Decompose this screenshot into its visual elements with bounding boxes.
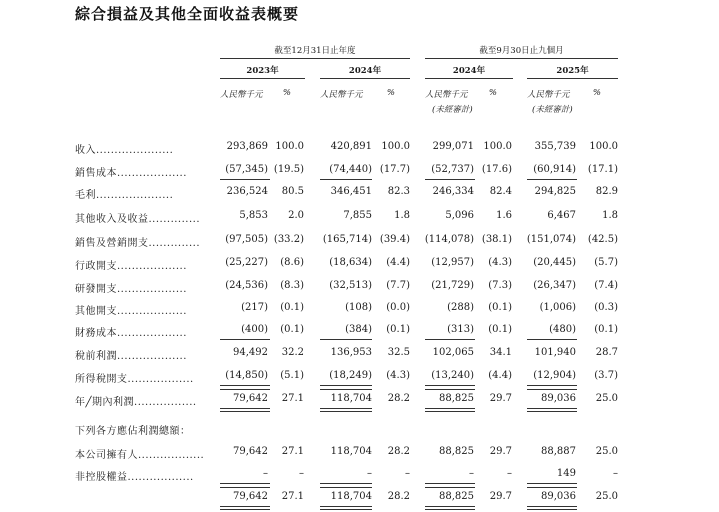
subtotal-rule	[220, 179, 270, 180]
cell-2024-9m-pct: (4.3)	[488, 257, 512, 268]
total-double-rule	[425, 411, 475, 412]
total-double-rule	[220, 509, 270, 510]
cell-2025-9m-amount: (151,074)	[526, 234, 576, 245]
cell-2023-pct: 80.5	[281, 186, 304, 197]
cell-2024-pct: 100.0	[381, 141, 410, 152]
cell-2025-9m-pct: (3.7)	[594, 370, 618, 381]
cell-2023-pct: 100.0	[275, 141, 304, 152]
cell-2024-9m-amount: (13,240)	[431, 370, 474, 381]
cell-2023-amount: 79,642	[233, 446, 268, 457]
row-label: 非控股權益..................	[75, 472, 194, 483]
row-label: 毛利.....................	[75, 190, 174, 201]
subtotal-rule	[527, 339, 577, 340]
row-label: 研發開支...................	[75, 284, 187, 295]
total-double-rule	[527, 506, 577, 507]
cell-2024-amount: (32,513)	[329, 280, 372, 291]
header-pct: %	[488, 88, 497, 98]
cell-2025-9m-pct: (5.7)	[594, 257, 618, 268]
cell-2025-9m-amount: (20,445)	[533, 257, 576, 268]
row-label: 銷售及營銷開支..............	[75, 238, 201, 249]
header-year: 2023年	[246, 66, 279, 76]
header-unit: 人民幣千元	[220, 90, 263, 100]
subtotal-rule	[527, 483, 577, 484]
cell-2024-amount: (18,634)	[329, 257, 372, 268]
cell-2024-9m-pct: 82.4	[489, 186, 512, 197]
subtotal-rule	[425, 389, 475, 390]
cell-2025-9m-amount: (12,904)	[533, 370, 576, 381]
cell-2025-9m-pct: –	[613, 468, 618, 479]
total-double-rule	[425, 509, 475, 510]
cell-2024-amount: (18,249)	[329, 370, 372, 381]
cell-2025-9m-pct: (42.5)	[587, 234, 618, 245]
cell-2024-9m-amount: (52,737)	[431, 164, 474, 175]
row-label: 收入.....................	[75, 145, 174, 156]
cell-2024-pct: (4.4)	[386, 257, 410, 268]
cell-2024-pct: –	[405, 468, 410, 479]
cell-2024-9m-pct: –	[507, 468, 512, 479]
subtotal-rule	[220, 389, 270, 390]
cell-2023-pct: –	[299, 468, 304, 479]
cell-2024-9m-pct: (38.1)	[481, 234, 512, 245]
cell-2024-9m-amount: (288)	[447, 302, 474, 313]
total-double-rule	[220, 506, 270, 507]
header-year: 2024年	[348, 66, 382, 76]
cell-2023-pct: 27.1	[281, 491, 304, 502]
cell-2024-pct: 1.8	[394, 210, 410, 221]
header-unaudited: (未經審計)	[532, 105, 573, 115]
cell-2023-amount: 293,869	[226, 141, 268, 152]
cell-2025-9m-amount: (26,347)	[533, 280, 576, 291]
cell-2025-9m-pct: 100.0	[589, 141, 618, 152]
cell-2023-pct: (8.6)	[280, 257, 304, 268]
cell-2024-pct: 82.3	[387, 186, 410, 197]
cell-2023-pct: (0.1)	[280, 302, 304, 313]
cell-2023-amount: (97,505)	[225, 234, 268, 245]
cell-2024-amount: (74,440)	[329, 164, 372, 175]
subtotal-rule	[425, 339, 475, 340]
cell-2024-pct: (0.1)	[386, 324, 410, 335]
cell-2024-9m-amount: (313)	[447, 324, 474, 335]
row-label: 其他收入及收益..............	[75, 214, 201, 225]
cell-2024-pct: 28.2	[387, 446, 410, 457]
cell-2023-amount: (24,536)	[225, 280, 268, 291]
row-label: 行政開支...................	[75, 261, 187, 272]
row-label: 本公司擁有人..................	[75, 450, 205, 461]
cell-2024-9m-amount: –	[469, 468, 474, 479]
cell-2023-pct: 2.0	[288, 210, 304, 221]
cell-2024-amount: 7,855	[343, 210, 372, 221]
cell-2023-amount: 79,642	[233, 393, 268, 404]
cell-2025-9m-pct: (0.3)	[594, 302, 618, 313]
cell-2025-9m-pct: (7.4)	[594, 280, 618, 291]
row-label: 下列各方應佔利潤總額：	[75, 426, 191, 437]
cell-2024-9m-pct: (17.6)	[481, 164, 512, 175]
cell-2025-9m-pct: 28.7	[595, 347, 618, 358]
cell-2024-9m-amount: 5,096	[445, 210, 474, 221]
subtotal-rule	[320, 389, 372, 390]
cell-2025-9m-amount: (60,914)	[533, 164, 576, 175]
cell-2024-9m-pct: 29.7	[489, 446, 512, 457]
header-group-year-ended: 截至12月31日止年度	[274, 46, 356, 56]
subtotal-rule	[527, 487, 577, 488]
row-label: 年╱期內利潤.................	[75, 397, 197, 408]
header-pct: %	[386, 88, 395, 98]
cell-2023-amount: (217)	[241, 302, 268, 313]
header-pct: %	[282, 88, 291, 98]
cell-2024-pct: (4.3)	[386, 370, 410, 381]
cell-2024-amount: (165,714)	[322, 234, 372, 245]
cell-2024-9m-pct: 100.0	[483, 141, 512, 152]
subtotal-rule	[220, 487, 270, 488]
cell-2024-9m-pct: 29.7	[489, 393, 512, 404]
cell-2023-amount: 236,524	[226, 186, 268, 197]
row-label: 稅前利潤...................	[75, 351, 187, 362]
total-double-rule	[220, 408, 270, 409]
cell-2023-pct: (0.1)	[280, 324, 304, 335]
header-group-rule	[425, 58, 618, 59]
cell-2025-9m-amount: 89,036	[541, 393, 576, 404]
header-unit: 人民幣千元	[527, 90, 570, 100]
subtotal-rule	[320, 385, 372, 386]
header-year-rule	[527, 78, 618, 79]
total-double-rule	[527, 411, 577, 412]
header-unit: 人民幣千元	[320, 90, 363, 100]
cell-2023-amount: 94,492	[233, 347, 268, 358]
header-year: 2024年	[452, 66, 486, 76]
subtotal-rule	[220, 339, 270, 340]
cell-2024-9m-pct: 29.7	[489, 491, 512, 502]
subtotal-rule	[320, 483, 372, 484]
cell-2025-9m-amount: (480)	[549, 324, 576, 335]
cell-2024-amount: 420,891	[330, 141, 372, 152]
subtotal-rule	[527, 385, 577, 386]
cell-2024-amount: 118,704	[330, 491, 372, 502]
row-label: 其他開支...................	[75, 306, 187, 317]
cell-2024-amount: (108)	[345, 302, 372, 313]
cell-2023-pct: (19.5)	[273, 164, 304, 175]
cell-2024-9m-pct: (7.3)	[488, 280, 512, 291]
page-title: 綜合損益及其他全面收益表概要	[75, 5, 300, 23]
subtotal-rule	[527, 389, 577, 390]
subtotal-rule	[320, 179, 372, 180]
header-unit: 人民幣千元	[425, 90, 468, 100]
total-double-rule	[527, 509, 577, 510]
cell-2025-9m-pct: 82.9	[595, 186, 618, 197]
cell-2025-9m-amount: 355,739	[534, 141, 576, 152]
cell-2024-9m-pct: (0.1)	[488, 302, 512, 313]
cell-2024-amount: 346,451	[330, 186, 372, 197]
cell-2024-9m-amount: (21,729)	[431, 280, 474, 291]
subtotal-rule	[425, 385, 475, 386]
total-double-rule	[320, 408, 372, 409]
cell-2024-9m-amount: (114,078)	[424, 234, 474, 245]
cell-2024-amount: 136,953	[330, 347, 372, 358]
cell-2024-9m-pct: (0.1)	[488, 324, 512, 335]
cell-2023-pct: (33.2)	[273, 234, 304, 245]
cell-2024-9m-amount: 102,065	[432, 347, 474, 358]
subtotal-rule	[425, 487, 475, 488]
cell-2024-pct: (7.7)	[386, 280, 410, 291]
cell-2023-amount: –	[263, 468, 268, 479]
cell-2024-amount: 118,704	[330, 393, 372, 404]
cell-2024-pct: (17.7)	[379, 164, 410, 175]
header-year-rule	[425, 78, 513, 79]
row-label: 所得稅開支..................	[75, 374, 194, 385]
row-label: 財務成本...................	[75, 328, 187, 339]
cell-2024-9m-amount: 88,825	[439, 446, 474, 457]
cell-2025-9m-amount: 6,467	[547, 210, 576, 221]
cell-2024-9m-amount: (12,957)	[431, 257, 474, 268]
total-double-rule	[527, 408, 577, 409]
cell-2025-9m-pct: 25.0	[595, 393, 618, 404]
cell-2025-9m-amount: (1,006)	[539, 302, 576, 313]
cell-2023-amount: 79,642	[233, 491, 268, 502]
cell-2024-amount: –	[367, 468, 372, 479]
total-double-rule	[320, 506, 372, 507]
cell-2024-9m-pct: (4.4)	[488, 370, 512, 381]
total-double-rule	[425, 408, 475, 409]
cell-2023-pct: 27.1	[281, 446, 304, 457]
cell-2024-pct: (0.0)	[386, 302, 410, 313]
cell-2024-pct: 28.2	[387, 491, 410, 502]
cell-2025-9m-pct: (17.1)	[587, 164, 618, 175]
header-unaudited: (未經審計)	[432, 105, 473, 115]
header-year: 2025年	[556, 66, 589, 76]
cell-2025-9m-pct: (0.1)	[594, 324, 618, 335]
subtotal-rule	[527, 179, 577, 180]
cell-2023-pct: (8.3)	[280, 280, 304, 291]
cell-2024-9m-amount: 88,825	[439, 393, 474, 404]
cell-2024-pct: (39.4)	[379, 234, 410, 245]
subtotal-rule	[220, 385, 270, 386]
cell-2023-pct: 27.1	[281, 393, 304, 404]
row-label: 銷售成本...................	[75, 168, 187, 179]
cell-2025-9m-amount: 88,887	[541, 446, 576, 457]
cell-2024-9m-pct: 1.6	[496, 210, 512, 221]
cell-2024-amount: 118,704	[330, 446, 372, 457]
cell-2025-9m-amount: 101,940	[534, 347, 576, 358]
cell-2023-amount: (14,850)	[225, 370, 268, 381]
cell-2024-pct: 32.5	[387, 347, 410, 358]
cell-2023-pct: 32.2	[281, 347, 304, 358]
cell-2024-pct: 28.2	[387, 393, 410, 404]
cell-2023-amount: 5,853	[239, 210, 268, 221]
subtotal-rule	[425, 483, 475, 484]
header-year-rule	[320, 78, 410, 79]
cell-2024-9m-pct: 34.1	[489, 347, 512, 358]
cell-2025-9m-amount: 89,036	[541, 491, 576, 502]
total-double-rule	[320, 509, 372, 510]
total-double-rule	[425, 506, 475, 507]
cell-2024-9m-amount: 299,071	[432, 141, 474, 152]
header-year-rule	[220, 78, 305, 79]
header-group-nine-months: 截至9月30日止九個月	[479, 46, 564, 56]
subtotal-rule	[320, 487, 372, 488]
subtotal-rule	[220, 483, 270, 484]
total-double-rule	[220, 411, 270, 412]
subtotal-rule	[425, 179, 475, 180]
header-pct: %	[592, 88, 601, 98]
cell-2024-amount: (384)	[345, 324, 372, 335]
cell-2024-9m-amount: 88,825	[439, 491, 474, 502]
cell-2025-9m-pct: 25.0	[595, 446, 618, 457]
cell-2023-amount: (25,227)	[225, 257, 268, 268]
cell-2025-9m-pct: 1.8	[602, 210, 618, 221]
cell-2023-amount: (400)	[241, 324, 268, 335]
header-group-rule	[220, 58, 410, 59]
cell-2023-pct: (5.1)	[280, 370, 304, 381]
subtotal-rule	[320, 339, 372, 340]
cell-2023-amount: (57,345)	[225, 164, 268, 175]
total-double-rule	[320, 411, 372, 412]
cell-2025-9m-pct: 25.0	[595, 491, 618, 502]
cell-2024-9m-amount: 246,334	[432, 186, 474, 197]
cell-2025-9m-amount: 149	[556, 468, 576, 479]
cell-2025-9m-amount: 294,825	[534, 186, 576, 197]
